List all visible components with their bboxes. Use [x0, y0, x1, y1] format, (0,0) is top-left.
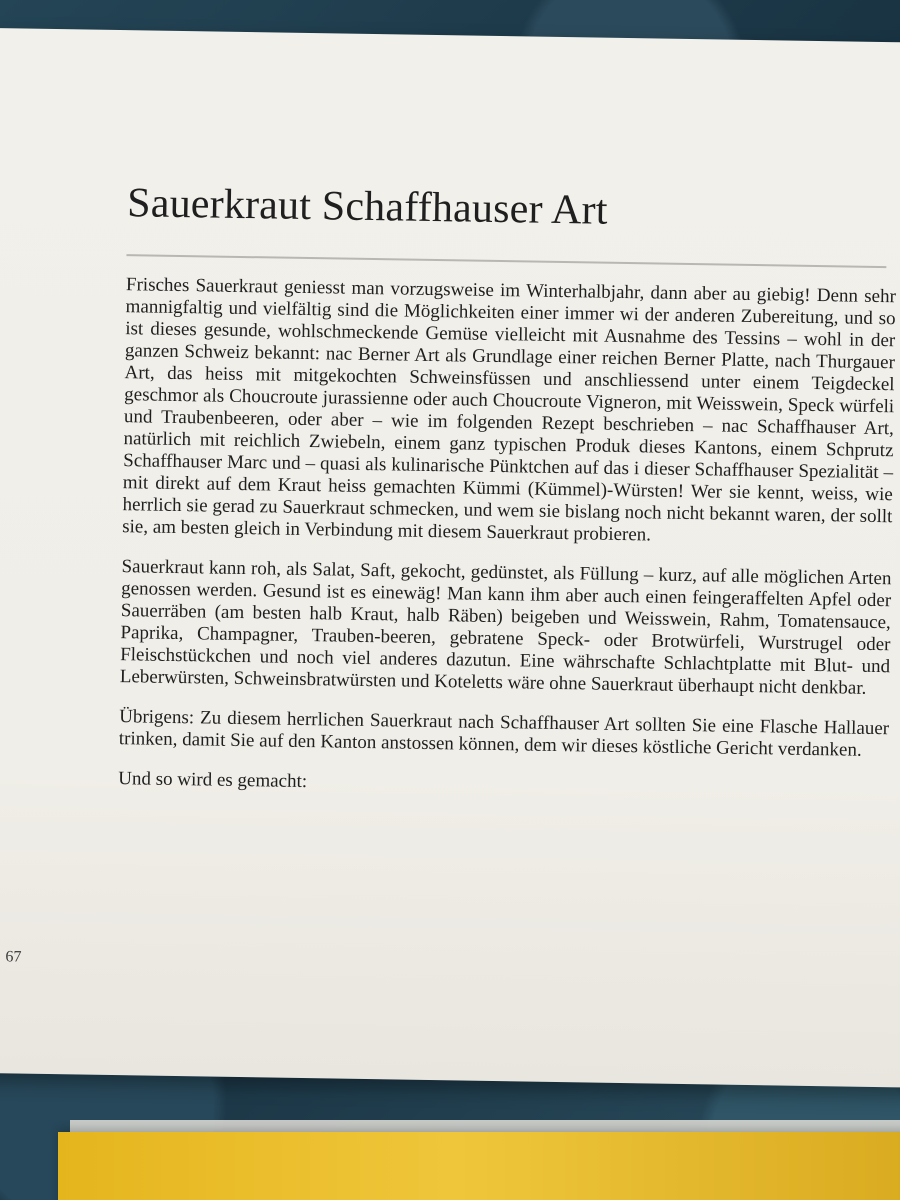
page-title: Sauerkraut Schaffhauser Art: [126, 180, 609, 234]
underlying-yellow-book: [58, 1132, 900, 1200]
title-divider: [126, 254, 886, 268]
book-page: [0, 28, 900, 1088]
paragraph-4: Und so wird es gemacht:: [118, 768, 308, 793]
paragraph-3: Übrigens: Zu diesem herrlichen Sauerkraut nach Schaffhauser Art sollten Sie eine Flasche Hallauer trinken, damit Sie auf den Kanton anstossen können, dem wir dieses köstliche Gericht verdanken.: [118, 706, 890, 761]
paragraph-1: Frisches Sauerkraut geniesst man vorzugsweise im Winterhalbjahr, dann aber au giebig! Denn sehr mannigfaltig und vielfältig sind die Möglichkeiten einer immer wi der anderen Zubereitung, und so ist dieses gesunde, wohlschmeckende Gemüse vielleicht mit Ausnahme des Tessins – wohl in der ganzen Schweiz bekannt: nac Berner Art als Grundlage einer reichen Berner Platte, nach Thurgauer Art, das heiss mit mitgekochten Schweinsfüssen und anschliessend unter einem Teigdeckel geschmor als Choucroute jurassienne oder auch Choucroute Vigneron, mit Weisswein, Speck würfeli und Traubenbeeren, oder aber – wie im folgenden Rezept beschrieben – nac Schaffhauser Art, natürlich mit reichlich Zwiebeln, einem ganz typischen Produk dieses Kantons, einem Schprutz Schaffhauser Marc und – quasi als kulinarische Pünktchen auf das i dieser Schaffhauser Spezialität – mit direkt auf dem Kraut heiss gemachten Kümmi (Kümmel)-Würsten! Wer sie kennt, weiss, wie herrlich sie gerad zu Sauerkraut schmecken, und wem sie bislang noch nicht bekannt waren, der sollt sie, am besten gleich in Verbindung mit diesem Sauerkraut probieren.: [122, 274, 897, 546]
page-content: [118, 180, 900, 802]
paragraph-2: Sauerkraut kann roh, als Salat, Saft, gekocht, gedünstet, als Füllung – kurz, auf alle möglichen Arten genossen werden. Gesund ist es einewäg! Man kann ihm aber auch einen feingeraffelten Apfel oder Sauerräben (am besten halb Kraut, halb Räben) beigeben und Weisswein, Rahm, Tomatensauce, Paprika, Champagner, Trauben-beeren, gebratene Speck- oder Brotwürfeli, Wurstrugel oder Fleischstückchen und noch viel anderes dazutun. Eine währschafte Schlachtplatte mit Blut- und Leberwürsten, Schweinsbratwürsten und Koteletts wäre ohne Sauerkraut überhaupt nicht denkbar.: [119, 556, 892, 700]
page-number: 67: [5, 948, 22, 966]
